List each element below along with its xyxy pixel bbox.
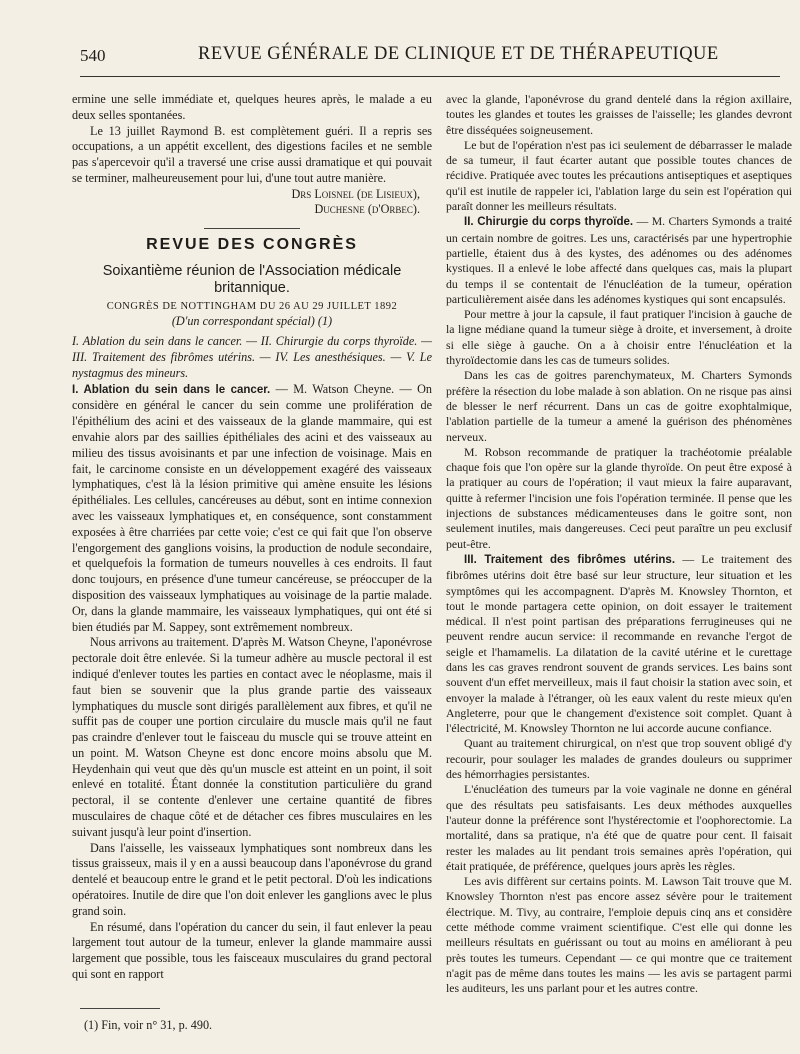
item-heading: III. Traitement des fibrômes utérins. xyxy=(464,553,676,566)
item-heading: II. Chirurgie du corps thyroïde. xyxy=(464,216,634,229)
signature xyxy=(72,187,432,218)
meeting-subtitle: CONGRÈS DE NOTTINGHAM DU 26 AU 29 JUILLET 1892 xyxy=(106,300,398,312)
section-title: REVUE DES CONGRÈS xyxy=(146,235,358,253)
paragraph: Dans les cas de goitres parenchymateux, M. Charters Symonds préfère la résection du lobe malade à son ablation. On ne risque pas ainsi de blesser le nerf récurrent. Dans un cas de goitre exophtalmique, l'ablation partielle de la tumeur a amené la guérison des phénomènes nerveux. xyxy=(446,368,792,444)
footnote: (1) Fin, voir n° 31, p. 490. xyxy=(84,1018,213,1032)
journal-title: REVUE GÉNÉRALE DE CLINIQUE ET DE THÉRAPEUTIQUE xyxy=(198,44,719,64)
paragraph-text: — M. Charters Symonds a traité un certain nombre de goitres. Les uns, caractérisés par une hypertrophie partielle, étaient dus à des kystes, des adénomes ou des adénomes kystiques. Il a enlevé le lobe affecté dans quelques cas, mais la plupart du temps il se contentait de l'énucléation de la tumeur, opération particulièrement aisée dans les adénomes kystiques qui sont encapsulés. xyxy=(446,214,792,306)
header-rule xyxy=(80,76,780,77)
paragraph xyxy=(72,382,432,636)
signature-line: Drs Loisnel (de Lisieux), xyxy=(291,186,420,201)
paragraph: Quant au traitement chirurgical, on n'est que trop souvent obligé d'y recourir, pour soulager les malades de grandes douleurs ou supprimer des hémorrhagies persistantes. xyxy=(446,736,792,782)
right-column xyxy=(446,92,792,997)
paragraph-text: — Le traitement des fibrômes utérins doit être basé sur leur structure, leur situation et les symptômes qui les accompagnent. D'après M. Knowsley Thornton, et tout le monde partagera cette opinion, on doit essayer le traitement médical. Il n'est point partisan des préparations ferrugineuses qui ne peuvent rendre aucun service: il recommande en revanche l'ergot de seigle et l'hamamelis. La dilatation de la cavité utérine et le curettage dans les cas graves rendront souvent de grands services. Les bains sont souvent d'un effet merveilleux, mais il faut choisir la station avec soin, et envoyer la malade à l'étranger, où les eaux valent du reste mieux qu'en Angleterre, pour que le changement d'existence soit complet. Quant à l'électricité, M. Knowsley Thornton ne lui accorde aucune confiance. xyxy=(446,551,792,736)
meeting-note: (D'un correspondant spécial) (1) xyxy=(171,314,333,329)
footnote-rule xyxy=(80,1008,160,1009)
paragraph: ermine une selle immédiate et, quelques heures après, le malade a eu deux selles spontanées. xyxy=(72,92,432,122)
paragraph: Dans l'aisselle, les vaisseaux lymphatiques sont nombreux dans les tissus graisseux, mais il y en a aussi beaucoup dans l'aponévrose du grand dentelé et beaucoup entre le grand et le petit pectoral. D'où les indications opératoires. Inutile de dire que l'on doit enlever les ganglions avec le plus grand soin. xyxy=(72,840,432,918)
paragraph: M. Robson recommande de pratiquer la trachéotomie préalable chaque fois que l'on opère sur la glande thyroïde. On peut être exposé à la pratiquer au cours de l'opération; il vaut mieux la faire auparavant, quitte à refermer l'incision une fois l'opération terminée. Il pense que les injections de substances médicamenteuses dans le goitre sont, non seulement inutiles, mais dangereuses. Ceci peut paraître un peu exclusif peut-être. xyxy=(446,444,792,551)
paragraph: Nous arrivons au traitement. D'après M. Watson Cheyne, l'aponévrose pectorale doit être enlevée. Si la tumeur adhère au muscle pectoral il est indiqué d'enlever toutes les parties en contact avec le néoplasme, mais il faut bien se souvenir que la plus grande partie des vaisseaux lymphatiques du muscle sont dirigés parallèlement aux fibres, et qu'il ne suffit pas de couper une portion circulaire du muscle mais qu'il ne faut pas craindre d'enlever tout le faisceau du muscle qui se trouve atteint en un point. M. Watson Cheyne est donc encore moins absolu que M. Heydenhain qui veut que dès qu'un muscle est atteint en un point, il soit enlevé en totalité. Étant donnée la constitution particulière du grand pectoral, il se contente d'enlever une certaine quantité de fibres musculaires de chaque côté et de détacher ces fibres musculaires en les suivant jusqu'à leur point d'insertion. xyxy=(72,635,432,839)
meeting-title: Soixantième réunion de l'Association médicale britannique. xyxy=(102,262,402,296)
paragraph: Le 13 juillet Raymond B. est complètement guéri. Il a repris ses occupations, a un appétit excellent, des digestions faciles et ne semble pas s'apercevoir qu'il a traversé une crise aussi dramatique et qui pouvait se terminer, malheureusement pour lui, d'une tout autre manière. xyxy=(72,123,432,185)
contents-list: I. Ablation du sein dans le cancer. — II. Chirurgie du corps thyroïde. — III. Traitement des fibrômes utérins. — IV. Les anesthésiques. — V. Le nystagmus des mineurs. xyxy=(72,334,432,380)
signature-line: Duchesne (d'Orbec). xyxy=(314,202,420,217)
paragraph: Pour mettre à jour la capsule, il faut pratiquer l'incision à gauche de la ligne médiane quand la tumeur siège à droite, et inversement, à droite si elle siège à gauche. On a à choisir entre l'énucléation et la thyroïdectomie dans les cas de tumeurs solides. xyxy=(446,307,792,368)
paragraph: L'énucléation des tumeurs par la voie vaginale ne donne en général que des résultats peu satisfaisants. Les deux méthodes auxquelles l'auteur donne la préférence sont l'hystérectomie et l'oophorectomie. La mortalité, dans sa pratique, n'a été que de quatre pour cent. Il faisait rester les malades au lit pendant trois semaines après l'opération, qui était pratiquée, de préférence, quelques jours après les règles. xyxy=(446,782,792,873)
paragraph: avec la glande, l'aponévrose du grand dentelé dans la région axillaire, toutes les glandes et toutes les graisses de l'aisselle; les glandes devront être disséquées soigneusement. xyxy=(446,92,792,137)
left-column xyxy=(72,92,432,983)
running-head xyxy=(80,44,748,68)
paragraph: Les avis diffèrent sur certains points. M. Lawson Tait trouve que M. Knowsley Thornton n'est pas encore assez sévère pour le traitement électrique. M. Tivy, au contraire, l'emploie depuis cinq ans et considère cette méthode comme vraiment scientifique. C'est elle qui donne les meilleurs résultats en guérissant ou tout au moins en améliorant à peu près toutes les tumeurs. Cependant — ce qui montre que ce traitement n'agit pas de même dans toutes les mains — les avis se partagent parmi les auditeurs, les uns parlant pour et les autres contre. xyxy=(446,874,792,996)
paragraph xyxy=(446,214,792,307)
paragraph: Le but de l'opération n'est pas ici seulement de débarrasser le malade de sa tumeur, il faut écarter autant que possible toutes chances de récidive. Pratiquée avec toutes les précautions antiseptiques et aseptiques qu'il est inutile de rappeler ici, l'ablation large du sein est l'opération qui paraît donner les meilleurs résultats. xyxy=(446,137,792,214)
paragraph xyxy=(446,552,792,737)
paragraph-text: — M. Watson Cheyne. — On considère en général le cancer du sein comme une prolifération de l'épithélium des acini et des vaisseaux de la glande mammaire, qui est envahie alors par des saillies épithéliales des acini et des vaisseaux au milieu des tissus avoisinants et par une infection de voisinage. Mais en fait, le carcinome consiste en un développement exagéré des vaisseaux lymphatiques, c'est là la lésion primitive qui amène ensuite les lésions épithéliales. Les cellules, cancéreuses au début, sont en intime connexion avec les vaisseaux lymphatiques et, en conséquence, sont constamment exposées à être charriées par cette voie; c'est ce qui fait que l'on observe l'engorgement des ganglions voisins, la production de nodule secondaire, et quelquefois la formation de tumeurs nouvelles à ces endroits. Il faut donc toujours, en présence d'une tumeur cancéreuse, se préoccuper de la disposition des vaisseaux lymphatiques au voisinage de la partie malade. Or, dans la glande mammaire, les vaisseaux lymphatiques, qui ont été si bien étudiés par M. Sappey, sont extrêmement nombreux. xyxy=(72,381,433,634)
item-heading: I. Ablation du sein dans le cancer. xyxy=(72,383,271,396)
paragraph: En résumé, dans l'opération du cancer du sein, il faut enlever la peau largement tout autour de la tumeur, enlever la glande mammaire aussi largement que possible, tous les faisceaux musculaires du grand pectoral qui sont en rapport xyxy=(72,919,432,982)
section-divider xyxy=(204,228,300,229)
page-number: 540 xyxy=(80,46,106,65)
